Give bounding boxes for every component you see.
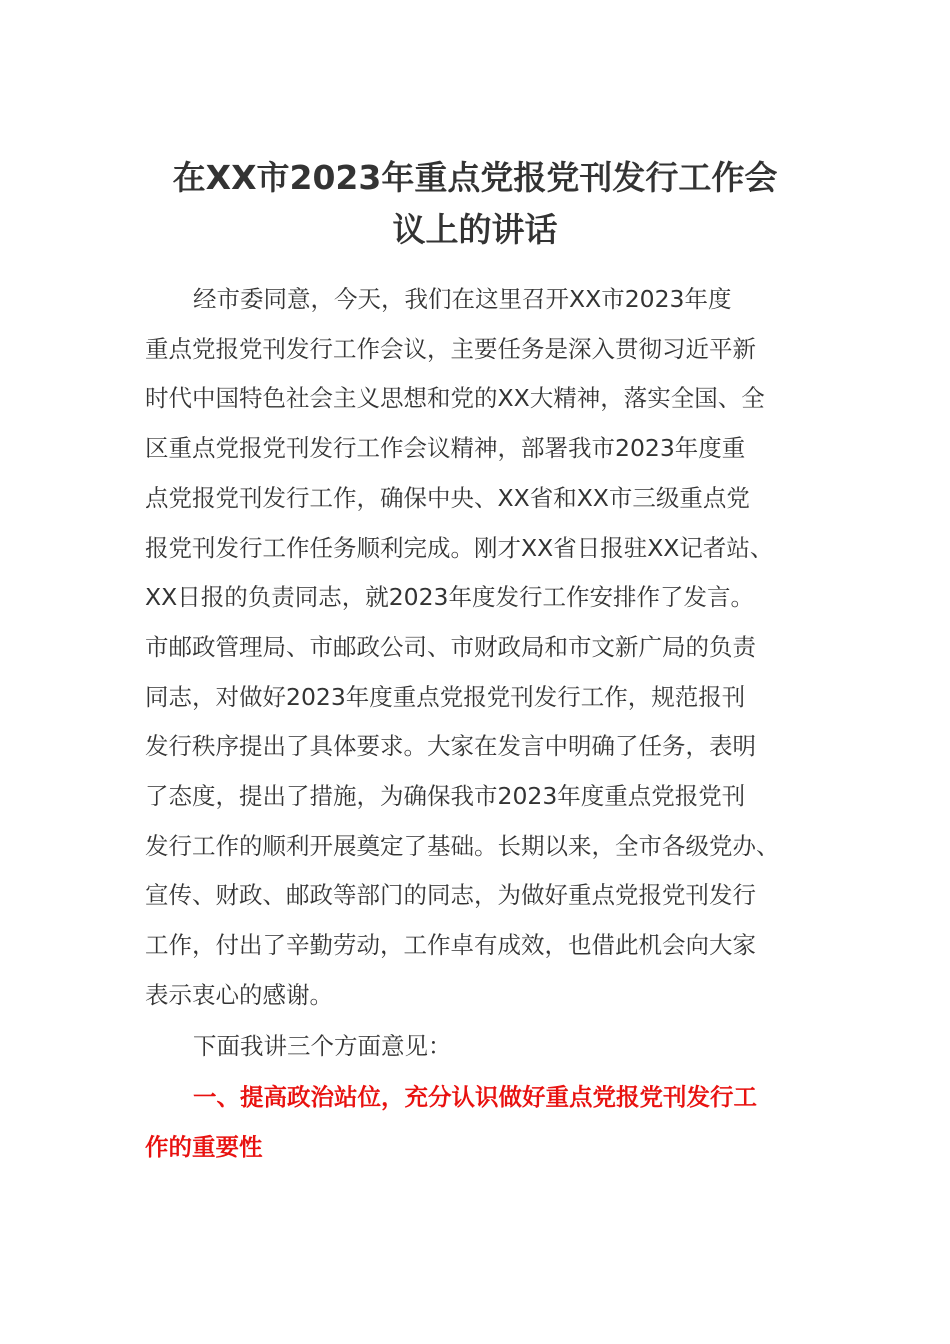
paragraph-intro-points: [145, 1022, 810, 1072]
paragraph-line: 宣传、财政、邮政等部门的同志，为做好重点党报党刊发行: [145, 881, 756, 910]
paragraph-line: XX日报的负责同志，就2023年度发行工作安排作了发言。: [145, 583, 755, 612]
paragraph-line: 了态度，提出了措施，为确保我市2023年度重点党报党刊: [145, 782, 746, 811]
paragraph-line: 发行秩序提出了具体要求。大家在发言中明确了任务，表明: [145, 732, 756, 761]
heading-line: 作的重要性: [145, 1132, 263, 1161]
title-line: 在XX市2023年重点党报党刊发行工作会: [172, 158, 778, 197]
paragraph-line: 时代中国特色社会主义思想和党的XX大精神，落实全国、全: [145, 384, 765, 413]
paragraph-line: 下面我讲三个方面意见：: [193, 1032, 452, 1060]
title-line: 议上的讲话: [392, 210, 558, 249]
paragraph-line: 点党报党刊发行工作，确保中央、XX省和XX市三级重点党: [145, 483, 750, 512]
paragraph-line: 报党刊发行工作任务顺利完成。刚才XX省日报驻XX记者站、: [145, 533, 774, 562]
paragraph-line: 市邮政管理局、市邮政公司、市财政局和市文新广局的负责: [145, 632, 756, 661]
paragraph-line: 表示衷心的感谢。: [145, 980, 333, 1009]
paragraph-line: 重点党报党刊发行工作会议，主要任务是深入贯彻习近平新: [145, 334, 756, 363]
paragraph-line: 工作，付出了辛勤劳动，工作卓有成效，也借此机会向大家: [145, 931, 756, 960]
document-title: [100, 152, 850, 256]
paragraph-line: 同志，对做好2023年度重点党报党刊发行工作，规范报刊: [145, 682, 746, 711]
section-heading-1: [145, 1073, 810, 1172]
paragraph-line: 经市委同意，今天，我们在这里召开XX市2023年度: [193, 285, 732, 313]
paragraph-line: 区重点党报党刊发行工作会议精神，部署我市2023年度重: [145, 434, 746, 463]
paragraph-opening: [145, 275, 810, 1021]
paragraph-line: 发行工作的顺利开展奠定了基础。长期以来，全市各级党办、: [145, 831, 780, 860]
heading-line: 一、提高政治站位，充分认识做好重点党报党刊发行工: [193, 1083, 757, 1111]
